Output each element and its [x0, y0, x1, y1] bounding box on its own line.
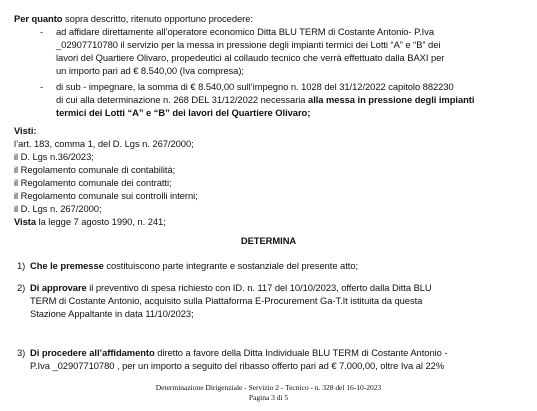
footer-page-number: Pagina 3 di 5 — [248, 393, 289, 402]
bullet1-line4: un importo pari ad € 8.540,00 (Iva compresa); — [56, 65, 244, 76]
intro-line — [14, 13, 253, 25]
vista-bold: Vista — [14, 216, 36, 227]
point2-number: 2) — [17, 282, 26, 293]
bullet1-line3: lavori del Quartiere Olivaro, propedeutici al collaudo tecnico che verrà effettuato dalla BAXI per — [56, 52, 445, 63]
point3-bold: Di procedere all’affidamento — [30, 347, 155, 358]
bullet2-line3: termici dei Lotti “A” e “B” dei lavori del Quartiere Olivaro; — [56, 107, 311, 118]
point2-line3: Stazione Appaltante in data 11/10/2023; — [30, 308, 194, 319]
visti-item: l’art. 183, comma 1, del D. Lgs n. 267/2000; — [14, 138, 194, 149]
point1-rest: costituiscono parte integrante e sostanziale del presente atto; — [103, 260, 359, 271]
visti-item: il Regolamento comunale di contabilità; — [14, 164, 176, 175]
visti-heading: Visti: — [14, 125, 37, 136]
point2-bold: Di approvare — [30, 282, 87, 293]
point1-bold: Che le premesse — [30, 260, 104, 271]
bullet2-line2-plain: di cui alla determinazione n. 268 DEL 31/12/2022 necessaria — [56, 94, 309, 105]
bullet1-line1: ad affidare direttamente all’operatore economico Ditta BLU TERM di Costante Antonio- P.Iva — [56, 26, 435, 37]
intro-bold: Per quanto — [14, 13, 63, 24]
bullet1-line2: _02907710780 il servizio per la messa in pressione degli impianti termici dei Lotti “A” e “B” dei — [56, 39, 441, 50]
bullet-dash-1: - — [40, 26, 44, 37]
bullet2-line1: di sub - impegnare, la somma di € 8.540,00 sull’impegno n. 1028 del 31/12/2022 capitolo 882230 — [56, 81, 454, 92]
point3-line1-rest: diretto a favore della Ditta Individuale BLU TERM di Costante Antonio - — [154, 347, 448, 358]
point2-line1-rest: il preventivo di spesa richiesto con ID. n. 117 del 10/10/2023, offerto dalla Ditta BLU — [86, 282, 432, 293]
point3-line2: P.Iva _02907710780 , per un importo a seguito del ribasso offerto pari ad € 7.000,00, oltre Iva al 22% — [30, 360, 445, 371]
determina-title: DETERMINA — [240, 235, 297, 246]
visti-item: il Regolamento comunale sui controlli interni; — [14, 190, 198, 201]
bullet2-line2 — [56, 94, 474, 106]
vista-rest: la legge 7 agosto 1990, n. 241; — [36, 216, 166, 227]
point3-line1 — [30, 347, 447, 359]
intro-rest: sopra descritto, ritenuto opportuno procedere: — [62, 13, 253, 24]
point2-line2: TERM di Costante Antonio, acquisito sulla Piattaforma E-Procurement Ga-T.It istituita da questa — [30, 295, 423, 306]
visti-item: il Regolamento comunale dei contratti; — [14, 177, 172, 188]
vista-line — [14, 216, 166, 228]
bullet-dash-2: - — [40, 81, 44, 92]
bullet2-line2-bold: alla messa in pressione degli impianti — [308, 94, 475, 105]
point2-line1 — [30, 282, 432, 294]
visti-item: il D. Lgs n.36/2023; — [14, 151, 94, 162]
point3-number: 3) — [17, 347, 26, 358]
visti-item: il D. Lgs n. 267/2000; — [14, 203, 102, 214]
point1-number: 1) — [17, 260, 26, 271]
visti-heading-text: Visti — [14, 125, 34, 136]
footer-reference: Determinazione Dirigenziale - Servizio 2 - Tecnico - n. 328 del 16-10-2023 — [155, 383, 382, 392]
point1-line — [30, 260, 358, 272]
